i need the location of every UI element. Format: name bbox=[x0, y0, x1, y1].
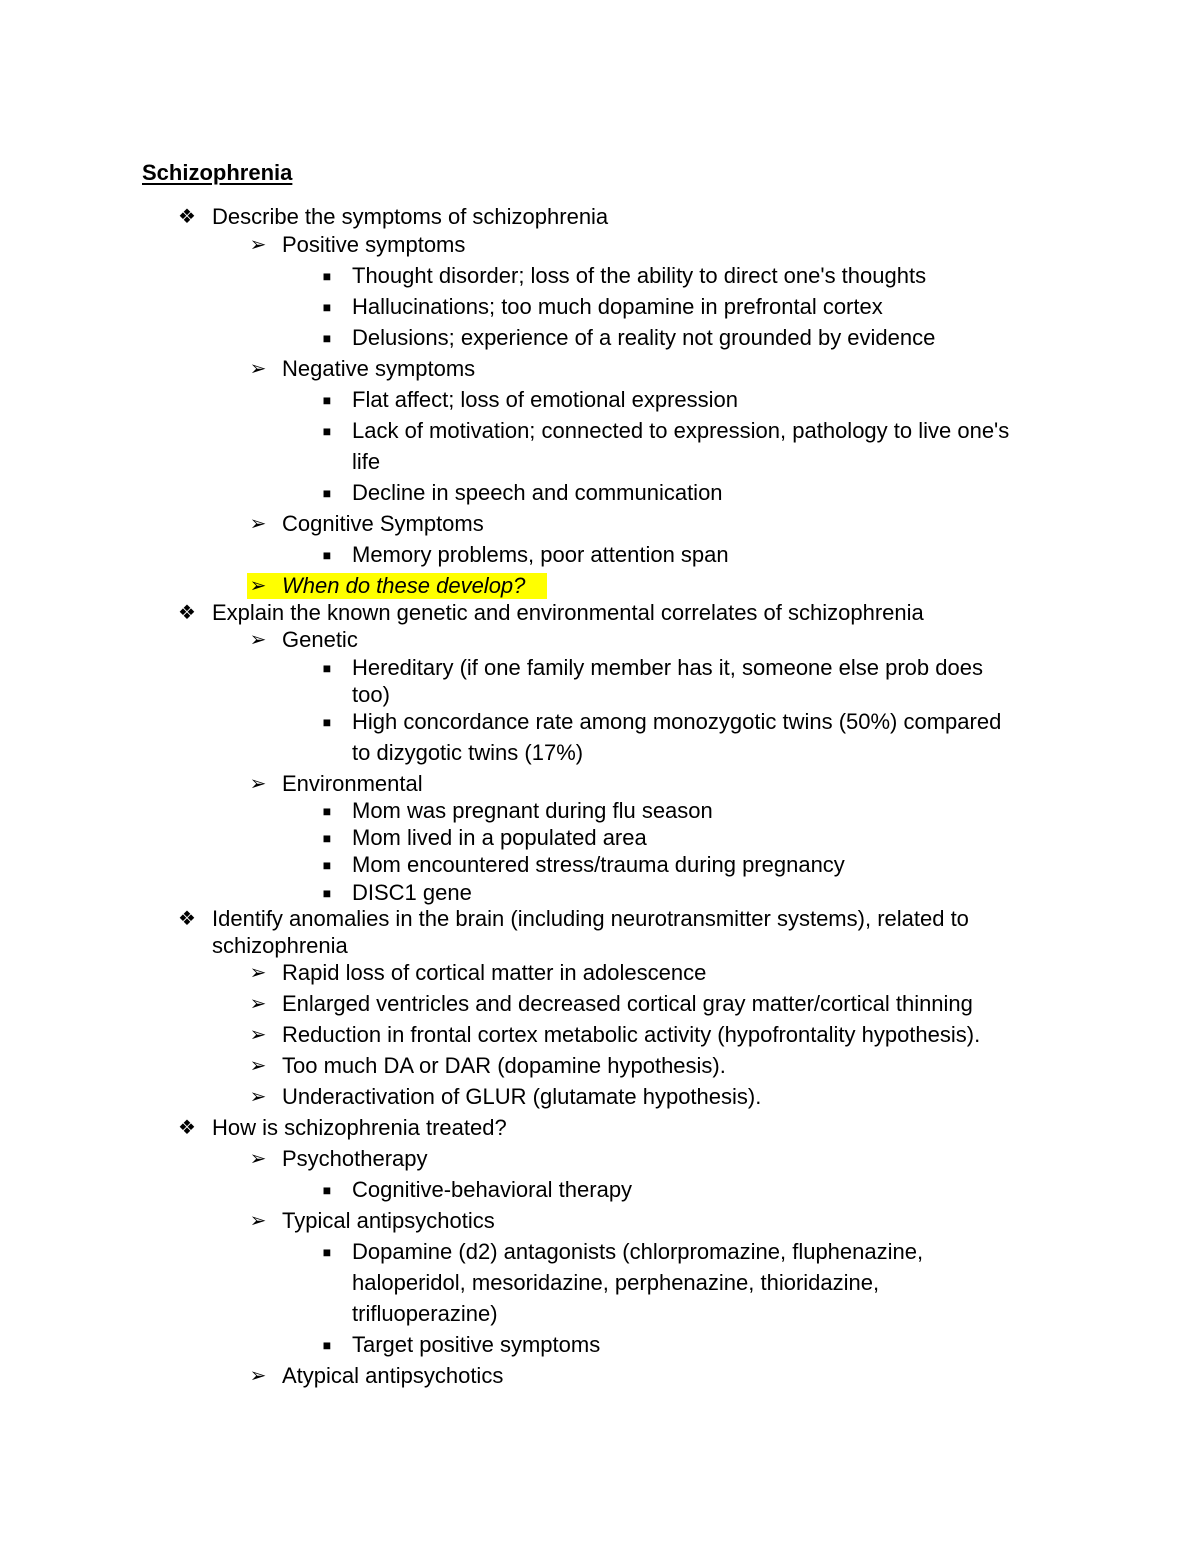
list-item-level-2: Underactivation of GLUR (glutamate hypothesis). bbox=[282, 1084, 762, 1109]
arrow-bullet-icon: ➢ bbox=[249, 234, 267, 256]
list-item-level-2: Environmental bbox=[282, 771, 423, 796]
list-item-level-3: Dopamine (d2) antagonists (chlorpromazine, fluphenazine, bbox=[352, 1239, 924, 1264]
arrow-bullet-icon: ➢ bbox=[249, 575, 267, 597]
list-item-continuation: haloperidol, mesoridazine, perphenazine, thioridazine, bbox=[352, 1270, 880, 1295]
list-item-level-2: Atypical antipsychotics bbox=[282, 1363, 504, 1388]
square-bullet-icon: ■ bbox=[322, 547, 332, 563]
arrow-bullet-icon: ➢ bbox=[249, 1024, 267, 1046]
arrow-bullet-icon: ➢ bbox=[249, 1148, 267, 1170]
list-item-continuation: trifluoperazine) bbox=[352, 1301, 498, 1326]
diamond-bullet-icon: ❖ bbox=[178, 602, 196, 624]
square-bullet-icon: ■ bbox=[322, 1337, 332, 1353]
list-item-level-3: Hallucinations; too much dopamine in prefrontal cortex bbox=[352, 294, 883, 319]
list-item-level-1: Identify anomalies in the brain (including neurotransmitter systems), related to bbox=[212, 906, 969, 931]
square-bullet-icon: ■ bbox=[322, 392, 332, 408]
square-bullet-icon: ■ bbox=[322, 485, 332, 501]
list-item-level-2: Positive symptoms bbox=[282, 232, 466, 257]
list-item-level-1: Describe the symptoms of schizophrenia bbox=[212, 204, 609, 229]
list-item-level-3: Lack of motivation; connected to expression, pathology to live one's bbox=[352, 418, 1010, 443]
arrow-bullet-icon: ➢ bbox=[249, 1055, 267, 1077]
list-item-level-3: High concordance rate among monozygotic twins (50%) compared bbox=[352, 709, 1002, 734]
square-bullet-icon: ■ bbox=[322, 268, 332, 284]
list-item-level-3: Cognitive-behavioral therapy bbox=[352, 1177, 633, 1202]
list-item-level-3: Mom encountered stress/trauma during pregnancy bbox=[352, 852, 845, 877]
square-bullet-icon: ■ bbox=[322, 830, 332, 846]
square-bullet-icon: ■ bbox=[322, 299, 332, 315]
list-item-level-2: Negative symptoms bbox=[282, 356, 476, 381]
list-item-level-3: Target positive symptoms bbox=[352, 1332, 601, 1357]
list-item-level-2: When do these develop? bbox=[282, 573, 526, 598]
diamond-bullet-icon: ❖ bbox=[178, 908, 196, 930]
list-item-level-2: Too much DA or DAR (dopamine hypothesis). bbox=[282, 1053, 726, 1078]
square-bullet-icon: ■ bbox=[322, 330, 332, 346]
square-bullet-icon: ■ bbox=[322, 857, 332, 873]
arrow-bullet-icon: ➢ bbox=[249, 962, 267, 984]
list-item-level-3: Mom was pregnant during flu season bbox=[352, 798, 713, 823]
arrow-bullet-icon: ➢ bbox=[249, 629, 267, 651]
arrow-bullet-icon: ➢ bbox=[249, 1210, 267, 1232]
arrow-bullet-icon: ➢ bbox=[249, 993, 267, 1015]
list-item-level-3: Thought disorder; loss of the ability to direct one's thoughts bbox=[352, 263, 927, 288]
square-bullet-icon: ■ bbox=[322, 423, 332, 439]
list-item-level-1: How is schizophrenia treated? bbox=[212, 1115, 507, 1140]
list-item-continuation: to dizygotic twins (17%) bbox=[352, 740, 584, 765]
list-item-level-2: Typical antipsychotics bbox=[282, 1208, 495, 1233]
list-item-level-2: Cognitive Symptoms bbox=[282, 511, 484, 536]
arrow-bullet-icon: ➢ bbox=[249, 773, 267, 795]
document-title: Schizophrenia bbox=[142, 160, 293, 185]
list-item-level-3: Delusions; experience of a reality not grounded by evidence bbox=[352, 325, 936, 350]
diamond-bullet-icon: ❖ bbox=[178, 206, 196, 228]
list-item-level-2: Rapid loss of cortical matter in adolescence bbox=[282, 960, 707, 985]
list-item-continuation: too) bbox=[352, 682, 390, 707]
list-item-level-3: Mom lived in a populated area bbox=[352, 825, 647, 850]
list-item-level-3: Flat affect; loss of emotional expression bbox=[352, 387, 739, 412]
list-item-level-2: Enlarged ventricles and decreased cortical gray matter/cortical thinning bbox=[282, 991, 973, 1016]
arrow-bullet-icon: ➢ bbox=[249, 513, 267, 535]
arrow-bullet-icon: ➢ bbox=[249, 1086, 267, 1108]
list-item-continuation: schizophrenia bbox=[212, 933, 348, 958]
square-bullet-icon: ■ bbox=[322, 803, 332, 819]
square-bullet-icon: ■ bbox=[322, 1244, 332, 1260]
square-bullet-icon: ■ bbox=[322, 660, 332, 676]
arrow-bullet-icon: ➢ bbox=[249, 358, 267, 380]
list-item-level-3: Memory problems, poor attention span bbox=[352, 542, 729, 567]
list-item-level-2: Genetic bbox=[282, 627, 358, 652]
arrow-bullet-icon: ➢ bbox=[249, 1365, 267, 1387]
list-item-level-2: Psychotherapy bbox=[282, 1146, 428, 1171]
list-item-level-1: Explain the known genetic and environmental correlates of schizophrenia bbox=[212, 600, 924, 625]
list-item-level-3: DISC1 gene bbox=[352, 880, 472, 905]
diamond-bullet-icon: ❖ bbox=[178, 1117, 196, 1139]
list-item-continuation: life bbox=[352, 449, 381, 474]
list-item-level-2: Reduction in frontal cortex metabolic activity (hypofrontality hypothesis). bbox=[282, 1022, 981, 1047]
square-bullet-icon: ■ bbox=[322, 885, 332, 901]
list-item-level-3: Decline in speech and communication bbox=[352, 480, 723, 505]
square-bullet-icon: ■ bbox=[322, 1182, 332, 1198]
list-item-level-3: Hereditary (if one family member has it, someone else prob does bbox=[352, 655, 983, 680]
square-bullet-icon: ■ bbox=[322, 714, 332, 730]
